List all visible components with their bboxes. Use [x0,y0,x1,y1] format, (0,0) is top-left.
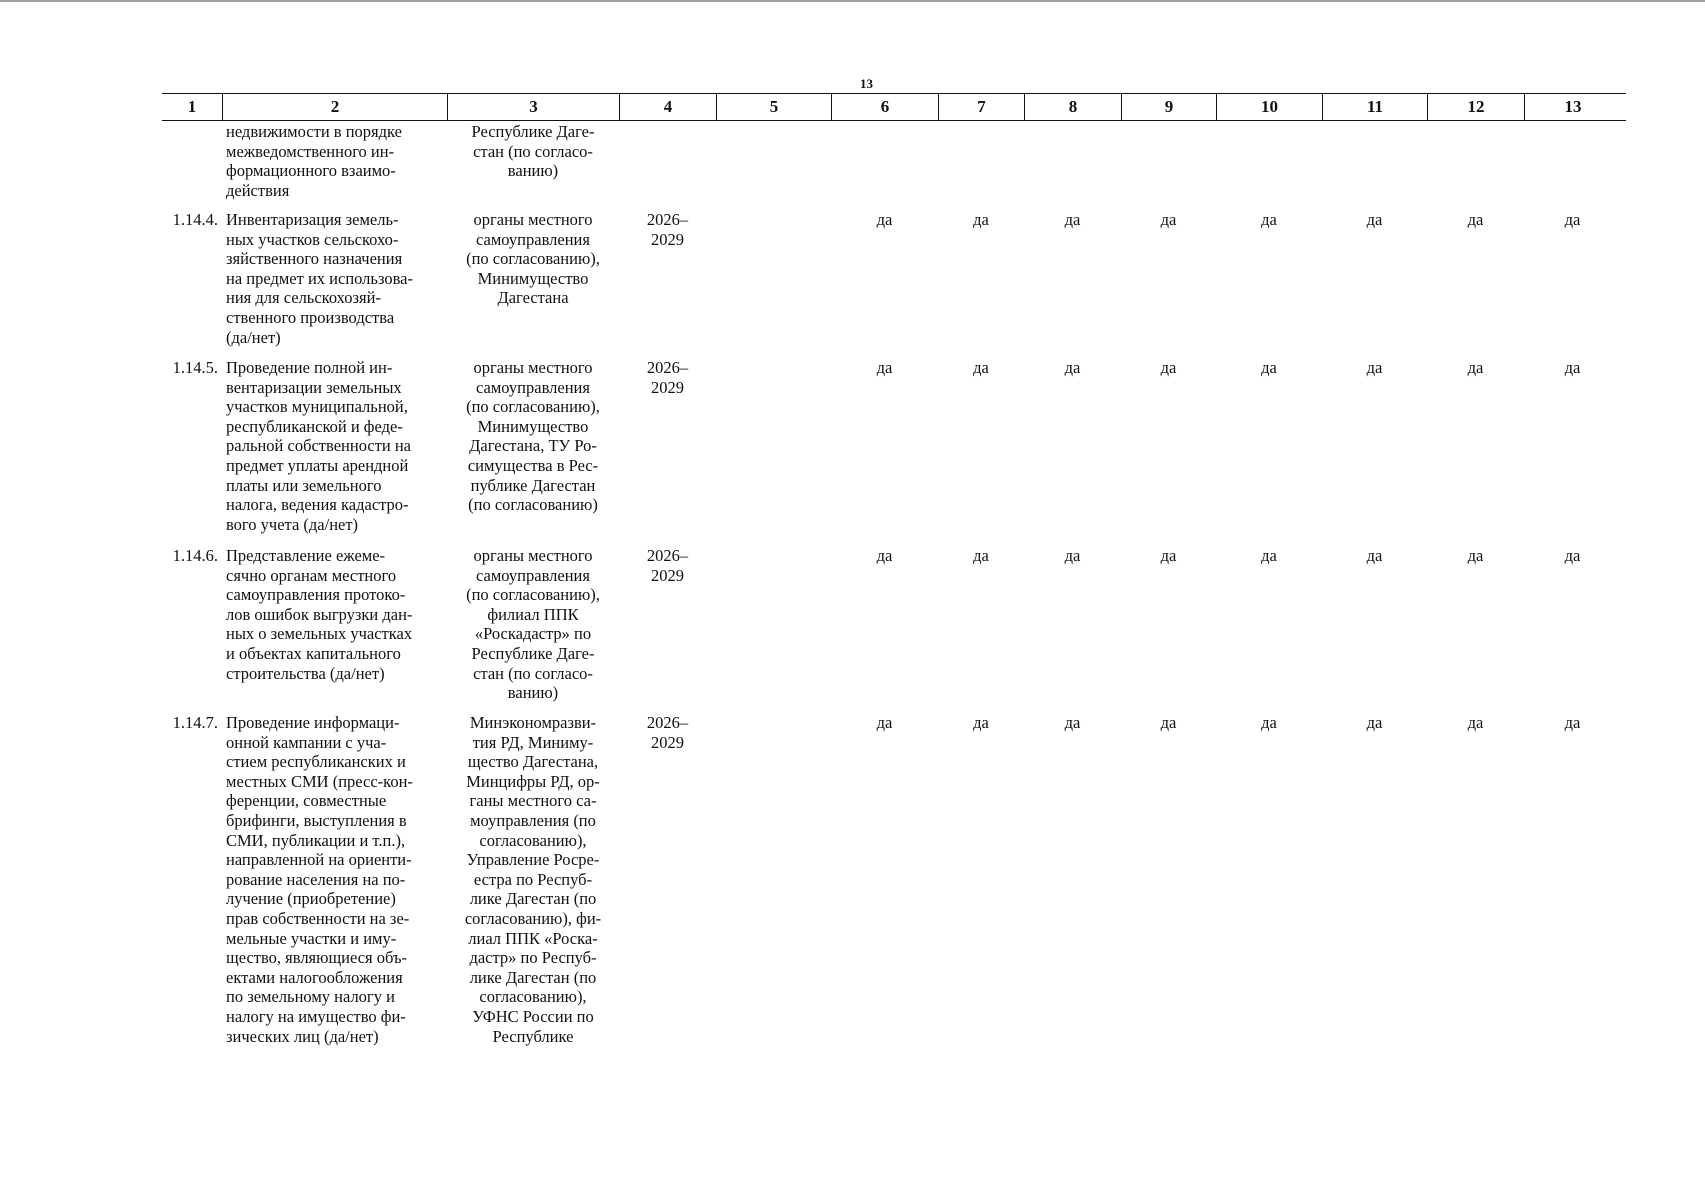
row-number: 1.14.5. [172,358,218,377]
col-9-value [1121,122,1216,200]
measure-text: недвижимости в порядке межведомственного ин- формационного взаимо- действия [226,122,402,200]
col-5-value [716,713,831,1046]
col-6-value: да [876,210,893,229]
table-row [162,210,1626,347]
period [619,122,716,200]
table-row [162,546,1626,703]
executors: Республике Даге- стан (по согласо- ванию) [471,122,595,181]
col-9-value: да [1160,358,1177,377]
header-col-8: 8 [1024,94,1121,120]
period: 2026– 2029 [646,358,689,397]
col-9-value: да [1160,210,1177,229]
col-13-value: да [1564,546,1581,565]
table-row [162,713,1626,1046]
col-11-value: да [1366,713,1383,732]
col-11-value [1322,122,1427,200]
col-12-value: да [1467,713,1484,732]
col-11-value: да [1366,210,1383,229]
col-12-value [1427,122,1524,200]
row-number: 1.14.7. [172,713,218,732]
row-number [162,122,222,200]
col-5-value [716,546,831,703]
col-13-value: да [1564,358,1581,377]
col-6-value: да [876,546,893,565]
header-col-3: 3 [447,94,619,120]
header-col-13: 13 [1524,94,1621,120]
col-13-value [1524,122,1621,200]
col-6-value [831,122,938,200]
col-7-value: да [973,713,989,732]
executors: Минэкономразви- тия РД, Миниму- щество Дагестана, Минцифры РД, ор- ганы местного са- моуправления (по согласованию), Управление Росре- естра по Респуб- лике Дагестан (по согласованию), фи- лиал ППК «Роска- дастр» по Респуб- лике Дагестан (по согласованию), УФНС России по Республике [464,713,602,1046]
header-col-12: 12 [1427,94,1524,120]
col-8-value: да [1064,546,1081,565]
col-10-value: да [1261,210,1277,229]
col-5-value [716,358,831,534]
col-6-value: да [876,713,893,732]
col-7-value [938,122,1024,200]
col-11-value: да [1366,358,1383,377]
header-col-9: 9 [1121,94,1216,120]
table-header [162,93,1626,121]
table-row [162,358,1626,534]
row-number: 1.14.6. [172,546,218,565]
col-6-value: да [876,358,893,377]
col-7-value: да [973,358,989,377]
measure-text: Представление ежеме- сячно органам местного самоуправления протоко- лов ошибок выгрузки дан- ных о земельных участках и объектах капитального строительства (да/нет) [226,546,413,683]
period: 2026– 2029 [646,713,689,752]
col-8-value [1024,122,1121,200]
header-col-6: 6 [831,94,938,120]
period: 2026– 2029 [646,210,689,249]
col-8-value: да [1064,713,1081,732]
col-5-value [716,122,831,200]
col-9-value: да [1160,546,1177,565]
col-13-value: да [1564,713,1581,732]
col-10-value [1216,122,1322,200]
header-col-2: 2 [222,94,447,120]
header-col-4: 4 [619,94,716,120]
col-13-value: да [1564,210,1581,229]
measure-text: Проведение полной ин- вентаризации земельных участков муниципальной, республиканской и феде- ральной собственности на предмет уплаты арендной платы или земельного налога, ведения кадастро- вого учета (да/нет) [226,358,411,534]
row-number: 1.14.4. [172,210,218,229]
col-8-value: да [1064,358,1081,377]
col-12-value: да [1467,210,1484,229]
table-row [162,122,1626,200]
header-col-10: 10 [1216,94,1322,120]
executors: органы местного самоуправления (по согласованию), филиал ППК «Роскадастр» по Республике Даге- стан (по согласо- ванию) [466,546,600,703]
col-10-value: да [1261,546,1277,565]
period: 2026– 2029 [646,546,689,585]
measure-text: Проведение информаци- онной кампании с уча- стием республиканских и местных СМИ (пресс-кон- ференции, совместные брифинги, выступления в СМИ, публикации и т.п.), направленной на ориенти- рование населения на по- лучение (приобретение) прав собственности на зе- мельные участки и иму- щество, являющиеся объ- ектами налогообложения по земельному налогу и налогу на имущество фи- зических лиц (да/нет) [226,713,413,1046]
col-12-value: да [1467,546,1484,565]
col-11-value: да [1366,546,1383,565]
header-col-11: 11 [1322,94,1427,120]
col-7-value: да [973,546,989,565]
col-7-value: да [973,210,989,229]
col-8-value: да [1064,210,1081,229]
header-col-5: 5 [716,94,831,120]
header-col-7: 7 [938,94,1024,120]
header-col-1: 1 [187,97,197,116]
executors: органы местного самоуправления (по согласованию), Минимущество Дагестана [466,210,600,308]
page-number: 13 [860,76,873,91]
col-12-value: да [1467,358,1484,377]
col-10-value: да [1261,358,1277,377]
col-10-value: да [1261,713,1277,732]
executors: органы местного самоуправления (по согласованию), Минимущество Дагестана, ТУ Ро- симущества в Рес- публике Дагестан (по согласованию) [466,358,600,515]
measure-text: Инвентаризация земель- ных участков сельскохо- зяйственного назначения на предмет их использова- ния для сельскохозяй- ственного производства (да/нет) [226,210,414,347]
scan-top-edge [0,0,1705,2]
col-5-value [716,210,831,347]
col-9-value: да [1160,713,1177,732]
